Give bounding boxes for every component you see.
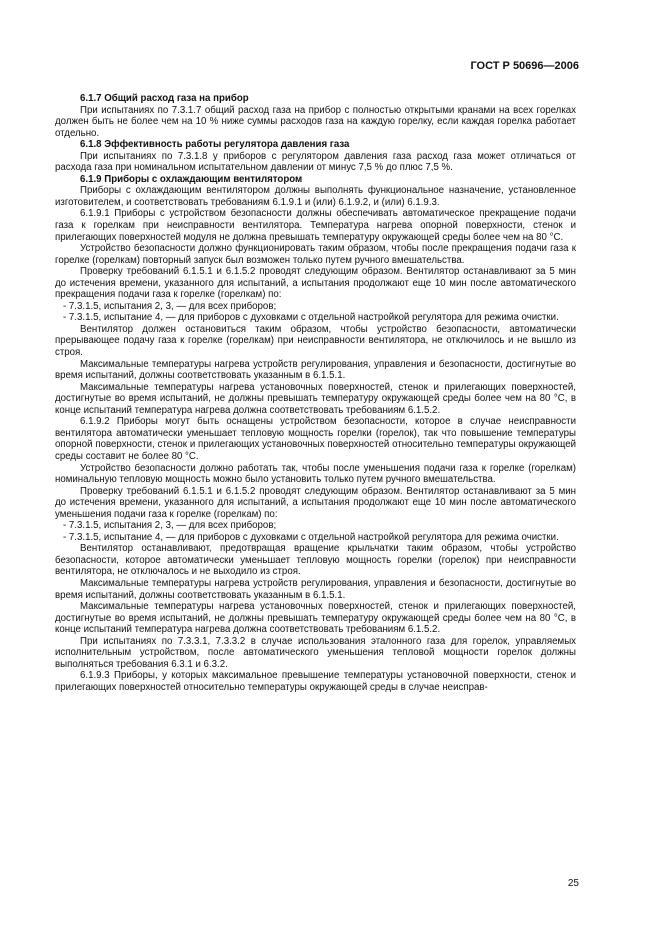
list-item: - 7.3.1.5, испытание 4, — для приборов с духовками с отдельной настройкой регулятора для режима очистки.	[63, 312, 559, 324]
paragraph: Вентилятор должен остановиться таким образом, чтобы устройство безопасности, автоматически прерывающее подачу газа к горелке (горелкам) при неисправности вентилятора, не отключилось и не вышло из строя.	[55, 323, 576, 359]
list-item: - 7.3.1.5, испытания 2, 3, — для всех приборов;	[63, 520, 277, 532]
page-number: 25	[567, 878, 579, 889]
paragraph: 6.1.9.1 Приборы с устройством безопасности должны обеспечивать автоматическое прекращение подачи газа к горелкам при неисправности вентилятора. Температура нагрева опорной поверхности, стенок и прилегающих поверхностей модуля не должна превышать температуру окружающей среды более чем на 80 °С.	[55, 208, 576, 243]
paragraph: Максимальные температуры нагрева устройств регулирования, управления и безопасности, достигнутые во время испытаний, должны соответствовать указанным в 6.1.5.1.	[55, 358, 576, 382]
paragraph: При испытаниях по 7.3.1.7 общий расход газа на прибор с полностью открытыми кранами на всех горелках должен быть не более чем на 10 % ниже суммы расходов газа на каждую горелку, если каждая горелка работает отдельно.	[55, 104, 576, 139]
section-heading: 6.1.8 Эффективность работы регулятора давления газа	[80, 139, 350, 151]
document-body	[55, 93, 576, 693]
paragraph: При испытаниях по 7.3.3.1, 7.3.3.2 в случае использования эталонного газа для горелок, управляемых исполнительным устройством, после автоматического уменьшения тепловой мощности горелок должны выполняться требования 6.3.1 и 6.3.2.	[55, 635, 576, 670]
section-heading: 6.1.9 Приборы с охлаждающим вентилятором	[80, 173, 303, 185]
section-heading: 6.1.7 Общий расход газа на прибор	[80, 93, 249, 104]
paragraph: Проверку требований 6.1.5.1 и 6.1.5.2 проводят следующим образом. Вентилятор останавливают за 5 мин до истечения времени, указанного для испытаний, а испытания продолжают еще 10 мин после автоматического прекращения подачи газа к горелке (горелкам) по:	[55, 266, 576, 301]
list-item: - 7.3.1.5, испытания 2, 3, — для всех приборов;	[63, 300, 277, 312]
paragraph: 6.1.9.3 Приборы, у которых максимальное превышение температуры установочной поверхности, стенок и прилегающих поверхностей относительно температуры окружающей среды в случае неисправ-	[55, 670, 576, 693]
paragraph: Проверку требований 6.1.5.1 и 6.1.5.2 проводят следующим образом. Вентилятор останавливают за 5 мин до истечения времени, указанного для испытаний, а испытания продолжают еще 10 мин после автоматического уменьшения подачи газа к горелке (горелкам) по:	[55, 485, 576, 520]
paragraph: Устройство безопасности должно функционировать таким образом, чтобы после прекращения подачи газа к горелке (горелкам) повторный запуск был возможен только путем ручного вмешательства.	[55, 243, 576, 266]
paragraph: Максимальные температуры нагрева устройств регулирования, управления и безопасности, достигнутые во время испытаний, должны соответствовать указанным в 6.1.5.1.	[55, 577, 576, 601]
standard-code-header: ГОСТ Р 50696—2006	[470, 60, 579, 72]
paragraph: Вентилятор останавливают, предотвращая вращение крыльчатки таким образом, чтобы устройство безопасности, которое автоматически уменьшает тепловую мощность горелки (горелок) при неисправности вентилятора, не отключалось и не выходило из строя.	[55, 543, 576, 578]
paragraph: При испытаниях по 7.3.1.8 у приборов с регулятором давления газа расход газа может отличаться от расхода газа при номинальном испытательном давлении от минус 7,5 % до плюс 7,5 %.	[55, 150, 576, 174]
paragraph: Приборы с охлаждающим вентилятором должны выполнять функциональное назначение, установленное изготовителем, и соответствовать требованиям 6.1.9.1 и (или) 6.1.9.2, и (или) 6.1.9.3.	[55, 185, 576, 208]
paragraph: Максимальные температуры нагрева установочных поверхностей, стенок и прилегающих поверхностей, достигнутые во время испытаний, не должны превышать температуру окружающей среды более чем на 80 °С, в конце испытаний температура нагрева должна соответствовать требованиям 6.1.5.2.	[55, 601, 576, 636]
paragraph: 6.1.9.2 Приборы могут быть оснащены устройством безопасности, которое в случае неисправности вентилятора автоматически уменьшает тепловую мощность горелки (горелок), так что повышение температуры опорной поверхности, стенок и прилегающих установочных поверхностей относительно температуры окружающей среды составит не более 80 °С.	[55, 416, 576, 462]
paragraph: Максимальные температуры нагрева установочных поверхностей, стенок и прилегающих поверхностей, достигнутые во время испытаний, не должны превышать температуру окружающей среды более чем на 80 °С, в конце испытаний температура нагрева должна соответствовать требованиям 6.1.5.2.	[55, 381, 576, 416]
paragraph: Устройство безопасности должно работать так, чтобы после уменьшения подачи газа к горелке (горелкам) номинальную тепловую мощность можно было установить только путем ручного вмешательства.	[55, 462, 576, 486]
list-item: - 7.3.1.5, испытание 4, — для приборов с духовками с отдельной настройкой регулятора для режима очистки.	[63, 531, 559, 543]
